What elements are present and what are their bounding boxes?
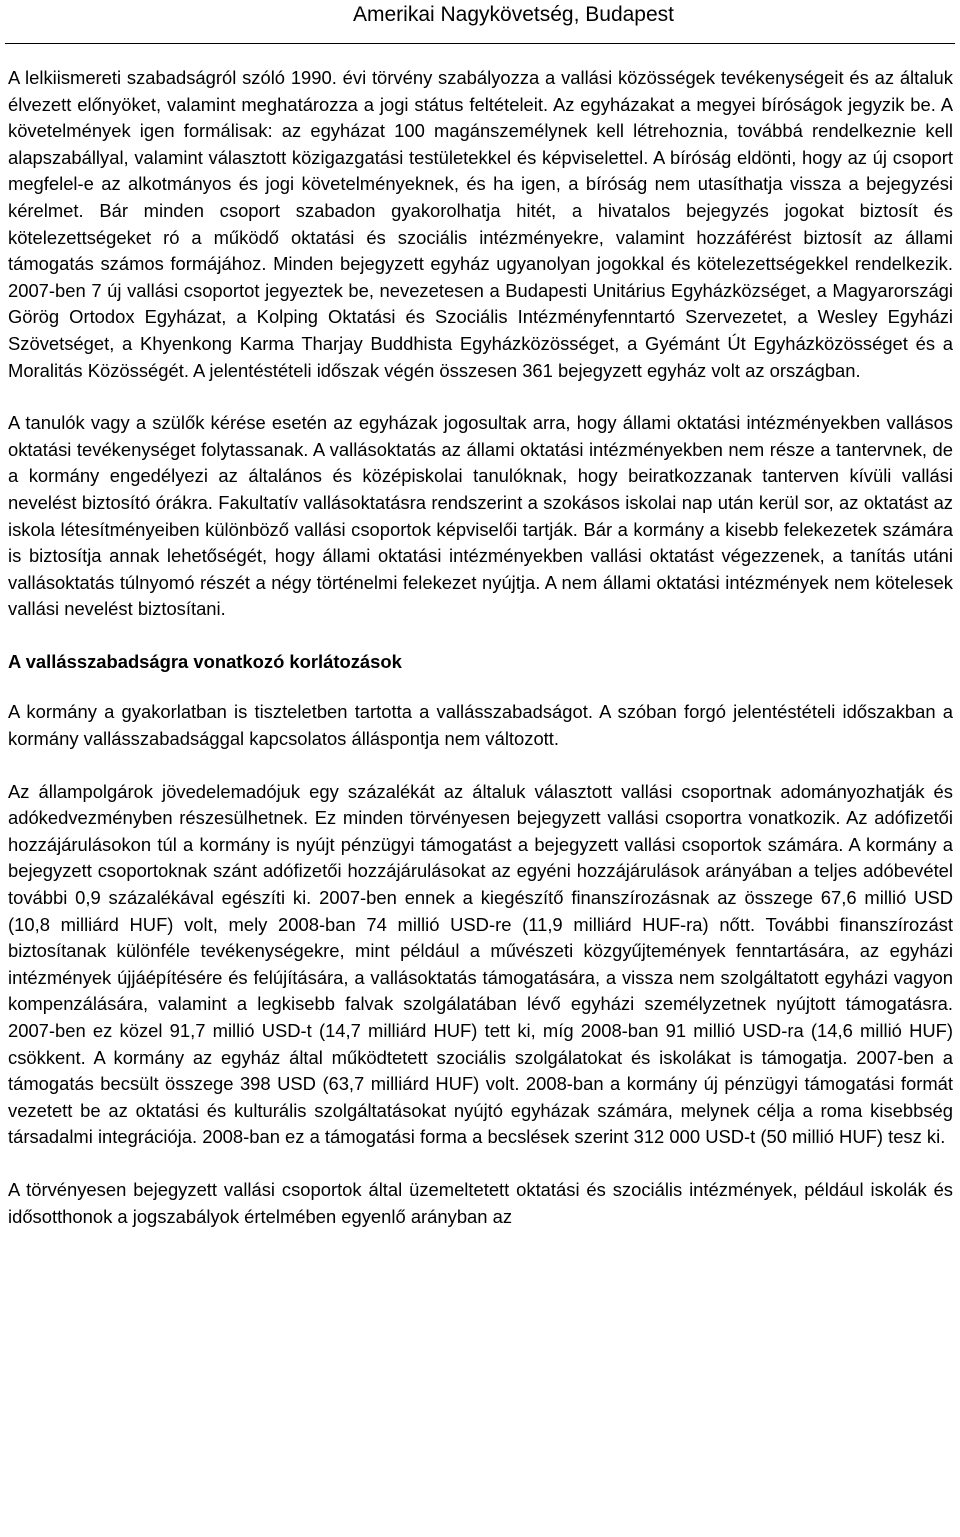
paragraph-government-practice: A kormány a gyakorlatban is tiszteletben tartotta a vallásszabadságot. A szóban forgó jelentéstételi időszakban a kormány vallásszabadsággal kapcsolatos álláspontja nem változott.	[8, 701, 953, 750]
paragraph-funding: Az állampolgárok jövedelemadójuk egy százalékát az általuk választott vallási csoportnak adományozhatják és adókedvezményben részesülhetnek. Ez minden törvényesen bejegyzett vallási csoportra vonatkozik. Az adófizetői hozzájárulásokon túl a kormány is nyújt pénzügyi támogatást a bejegyzett vallási csoportok számára. A kormány a bejegyzett csoportoknak szánt adófizetői hozzájárulásokat az egyéni hozzájárulások arányában a teljes adóbevétel további 0,9 százalékával egészíti ki. 2007-ben ennek a kiegészítő finanszírozásnak az összege 67,6 millió USD (10,8 milliárd HUF) volt, mely 2008-ban 74 millió USD-re (11,9 milliárd HUF-ra) nőtt. További finanszírozást biztosítanak különféle tevékenységekre, mint például a művészeti közgyűjtemények fenntartására, az egyházi intézmények újjáépítésére és felújítására, a vallásoktatás támogatására, a vissza nem szolgáltatott egyházi vagyon kompenzálására, valamint a legkisebb falvak szolgálatában lévő egyházi személyzetnek nyújtott támogatásra. 2007-ben ez közel 91,7 millió USD-t (14,7 milliárd HUF) tett ki, míg 2008-ban 91 millió USD-ra (14,6 millió HUF) csökkent. A kormány az egyház által működtetett szociális szolgálatokat és iskolákat is támogatja. 2007-ben a támogatás becsült összege 398 USD (63,7 milliárd HUF) volt. 2008-ban a kormány új pénzügyi támogatási formát vezetett be az oktatási és kulturális szolgáltatásokat nyújtó egyházak számára, melynek célja a roma kisebbség társadalmi integrációja. 2008-ban ez a támogatási forma a becslések szerint 312 000 USD-t (50 millió HUF) tesz ki.	[8, 780, 953, 1148]
document-body	[8, 65, 953, 1230]
page-header	[0, 0, 960, 46]
paragraph-institutions: A törvényesen bejegyzett vallási csoportok által üzemeltetett oktatási és szociális intézmények, például iskolák és idősotthonok a jogszabályok értelmében egyenlő arányban az	[8, 1178, 953, 1227]
paragraph-registration: A lelkiismereti szabadságról szóló 1990. évi törvény szabályozza a vallási közösségek tevékenységeit és az általuk élvezett előnyöket, valamint meghatározza a jogi státus feltételeit. Az egyházakat a megyei bíróságok jegyzik be. A követelmények igen formálisak: az egyházat 100 magánszemélynek kell létrehoznia, továbbá rendelkeznie kell alapszabállyal, valamint választott közigazgatási testületekkel és képviselettel. A bíróság eldönti, hogy az új csoport megfelel-e az alkotmányos és jogi követelményeknek, és ha igen, a bíróság nem utasíthatja vissza a bejegyzési kérelmet. Bár minden csoport szabadon gyakorolhatja hitét, a hivatalos bejegyzés jogokat biztosít és kötelezettségeket ró a működő oktatási és szociális intézményekre, valamint hozzáférést biztosít az állami támogatás számos formájához. Minden bejegyzett egyház ugyanolyan jogokkal és kötelezettségekkel rendelkezik. 2007-ben 7 új vallási csoportot jegyeztek be, nevezetesen a Budapesti Unitárius Egyházközséget, a Magyarországi Görög Ortodox Egyházat, a Kolping Oktatási és Szociális Intézményfenntartó Szervezetet, a Wesley Egyházi Szövetséget, a Khyenkong Karma Tharjay Buddhista Egyházközösséget, a Gyémánt Út Egyházközösséget és a Moralitás Közösségét. A jelentéstételi időszak végén összesen 361 bejegyzett egyház volt az országban.	[8, 67, 953, 381]
paragraph-religious-education: A tanulók vagy a szülők kérése esetén az egyházak jogosultak arra, hogy állami oktatási intézményekben vallásos oktatási tevékenységet folytassanak. A vallásoktatás az állami oktatási intézményekben nem része a tantervnek, de a kormány engedélyezi az általános és középiskolai tanulóknak, hogy beiratkozzanak tanterven kívüli vallási nevelést biztosító órákra. Fakultatív vallásoktatásra rendszerint a szokásos iskolai nap után kerül sor, az oktatást az iskola létesítményeiben különböző vallási csoportok képviselői tartják. Bár a kormány a kisebb felekezetek számára is biztosítja annak lehetőségét, hogy állami oktatási intézményekben vallási oktatást végezzenek, a tanítás utáni vallásoktatás túlnyomó részét a négy történelmi felekezet nyújtja. A nem állami oktatási intézmények nem kötelesek vallási nevelést biztosítani.	[8, 412, 953, 620]
header-title: Amerikai Nagykövetség, Budapest	[353, 3, 674, 26]
section-heading: A vallásszabadságra vonatkozó korlátozások	[8, 650, 402, 672]
header-divider	[5, 43, 955, 44]
